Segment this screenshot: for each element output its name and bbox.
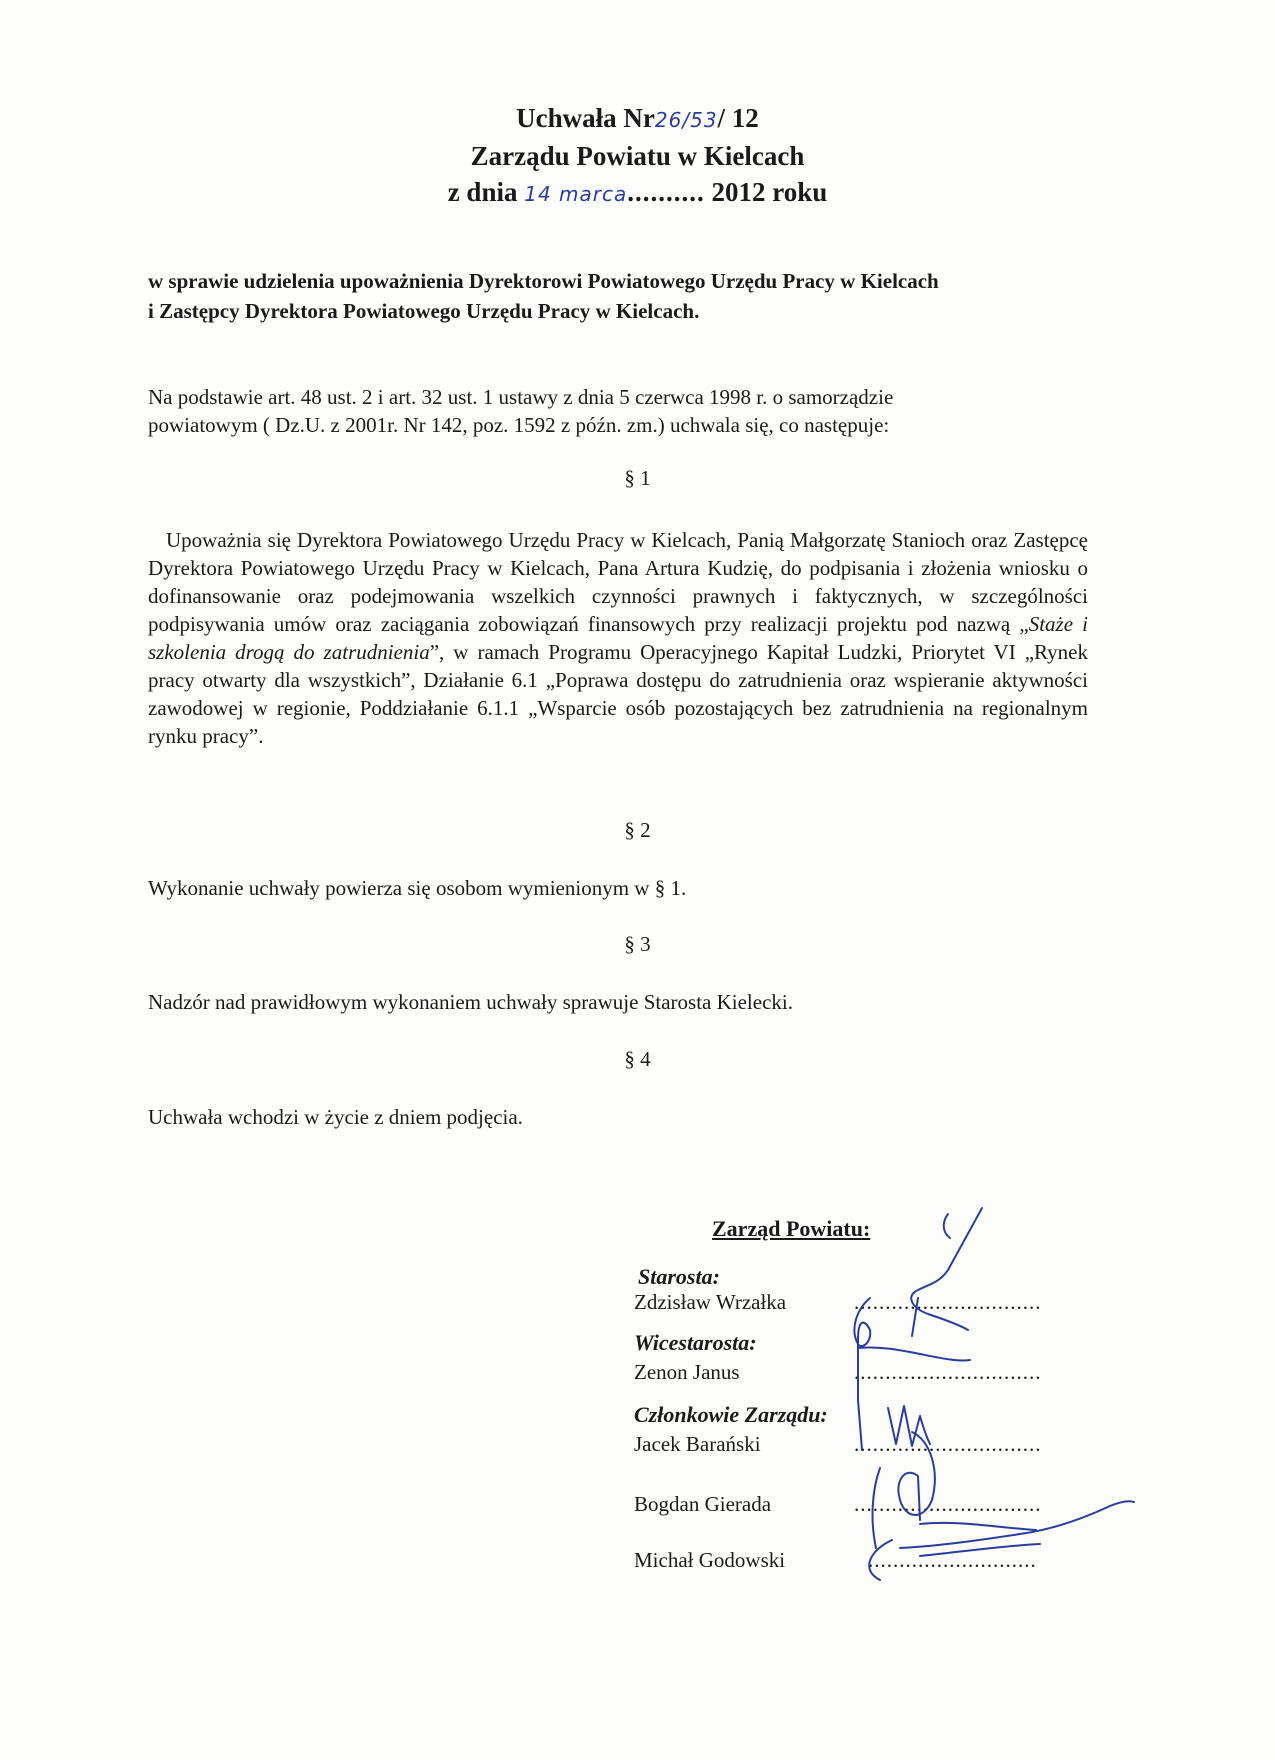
- board-title: Zarząd Powiatu:: [712, 1216, 871, 1241]
- section-1-heading: § 1: [624, 466, 651, 490]
- resolution-date-line: [0, 174, 1275, 212]
- wicestarosta-name: Zenon Janus: [634, 1360, 740, 1384]
- wicestarosta-role: Wicestarosta:: [634, 1330, 757, 1355]
- member-2-signature-line: ..............................: [854, 1492, 1042, 1516]
- resolution-subject: [148, 266, 1108, 326]
- resolution-number-line: [0, 100, 1275, 138]
- subject-line-1: w sprawie udzielenia upoważnienia Dyrektorowi Powiatowego Urzędu Pracy w Kielcach: [148, 269, 939, 293]
- member-3-signature-line: ...........................: [868, 1548, 1037, 1572]
- starosta-role: Starosta:: [638, 1264, 720, 1289]
- section-3-heading: § 3: [624, 932, 651, 956]
- handwritten-date: 14 marca: [524, 182, 628, 206]
- starosta-signature-line: ..............................: [854, 1290, 1042, 1314]
- section-4-text: Uchwała wchodzi w życie z dniem podjęcia.: [148, 1105, 523, 1129]
- member-3-name: Michał Godowski: [634, 1548, 786, 1572]
- section-2-text: Wykonanie uchwały powierza się osobom wymienionym w § 1.: [148, 876, 687, 900]
- starosta-name: Zdzisław Wrzałka: [634, 1290, 787, 1314]
- signature-starosta: [911, 1208, 982, 1336]
- section-1-text-before: Upoważnia się Dyrektora Powiatowego Urzędu Pracy w Kielcach, Panią Małgorzatę Stanioch oraz Zastępcę Dyrektora Powiatowego Urzędu Pracy w Kielcach, Pana Artura Kudzię, do podpisania i złożenia wniosku o dofinansowanie oraz podejmowania wszelkich czynności prawnych i faktycznych, w szczególności podpisywania umów oraz zaciągania zobowiązań finansowych przy realizacji projektu pod nazwą „: [148, 528, 1088, 636]
- section-2-heading: § 2: [624, 818, 651, 842]
- resolution-number-suffix: / 12: [717, 103, 759, 133]
- date-prefix: z dnia: [447, 177, 525, 207]
- subject-line-2: i Zastępcy Dyrektora Powiatowego Urzędu Pracy w Kielcach.: [148, 299, 700, 323]
- board-members-role: Członkowie Zarządu:: [634, 1402, 828, 1427]
- legal-basis-line-2: powiatowym ( Dz.U. z 2001r. Nr 142, poz. 1592 z późn. zm.) uchwala się, co następuje:: [148, 413, 890, 437]
- project-name: Staże i szkolenia drogą do zatrudnienia: [148, 612, 1088, 664]
- member-1-signature-line: ..............................: [854, 1432, 1042, 1456]
- section-1-text-after: ”, w ramach Programu Operacyjnego Kapitał Ludzki, Priorytet VI „Rynek pracy otwarty dla wszystkich”, Działanie 6.1 „Poprawa dostępu do zatrudnienia oraz wspieranie aktywności zawodowej w regionie, Poddziałanie 6.1.1 „Wsparcie osób pozostających bez zatrudnienia na regionalnym rynku pracy”.: [148, 640, 1089, 748]
- member-1-name: Jacek Barański: [634, 1432, 761, 1456]
- section-3-text: Nadzór nad prawidłowym wykonaniem uchwały sprawuje Starosta Kielecki.: [148, 990, 793, 1014]
- section-4-heading: § 4: [624, 1047, 651, 1071]
- issuing-body: Zarządu Powiatu w Kielcach: [470, 141, 805, 171]
- date-dots: ..........: [627, 177, 705, 207]
- section-1-text: [148, 526, 1088, 750]
- resolution-number-prefix: Uchwała Nr: [516, 103, 655, 133]
- member-2-name: Bogdan Gierada: [634, 1492, 772, 1516]
- resolution-header: [0, 100, 1275, 212]
- date-suffix: 2012 roku: [704, 177, 828, 207]
- legal-basis-line-1: Na podstawie art. 48 ust. 2 i art. 32 ust. 1 ustawy z dnia 5 czerwca 1998 r. o samorządzie: [148, 385, 894, 409]
- handwritten-resolution-number: 26/53: [654, 108, 718, 132]
- legal-basis: [148, 383, 1088, 439]
- wicestarosta-signature-line: ..............................: [854, 1360, 1042, 1384]
